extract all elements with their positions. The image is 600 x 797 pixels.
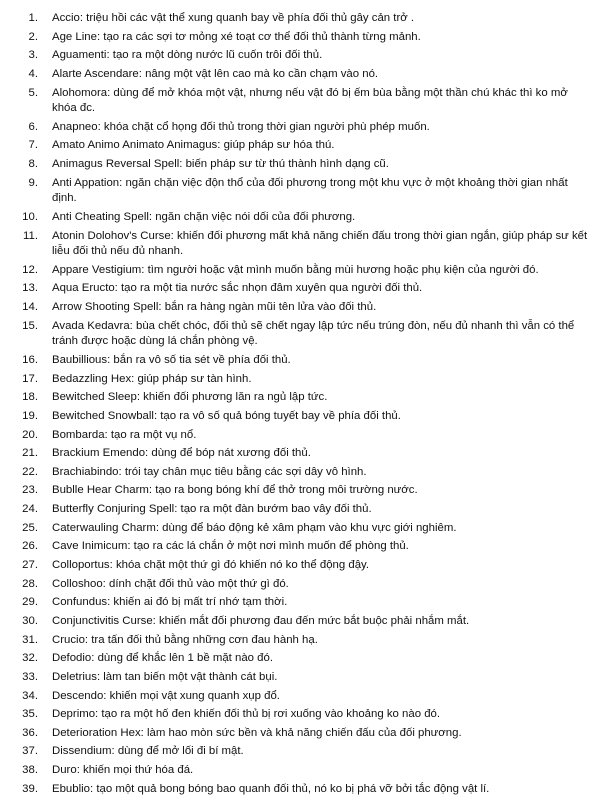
list-item — [0, 353, 588, 369]
item-number: 16. — [22, 353, 38, 366]
item-number: 39. — [22, 782, 38, 795]
list-item — [0, 465, 588, 481]
item-number: 6. — [28, 120, 38, 133]
item-text: Avada Kedavra: bùa chết chóc, đối thủ sẽ chết ngay lập tức nếu trúng đòn, nếu đủ nhanh thì vẫn có thể tránh được hoặc dùng lá chắn phòng vệ. — [52, 319, 575, 348]
item-text: Accio: triệu hồi các vật thể xung quanh bay về phía đối thủ gây cản trở . — [52, 12, 415, 24]
item-text: Age Line: tạo ra các sợi tơ mỏng xé toạt cơ thể đối thủ thành từng mảnh. — [52, 30, 421, 43]
item-number: 5. — [28, 86, 38, 99]
item-number: 11. — [23, 229, 38, 242]
list-item — [0, 138, 588, 154]
item-text: Caterwauling Charm: dùng để báo động kẻ xâm phạm vào khu vực giới nghiêm. — [52, 521, 457, 534]
item-text: Colloportus: khóa chặt một thứ gì đó khiến nó ko thể động đậy. — [52, 559, 370, 572]
item-text: Baubillious: bắn ra vô số tia sét về phía đối thủ. — [52, 353, 291, 366]
list-item — [0, 229, 588, 260]
item-number: 26. — [22, 540, 38, 553]
item-number: 27. — [22, 559, 38, 572]
list-item — [0, 48, 588, 64]
item-number: 32. — [22, 652, 38, 665]
list-item — [0, 483, 588, 499]
list-item — [0, 521, 588, 537]
list-item — [0, 651, 588, 667]
list-item — [0, 263, 588, 279]
item-text: Aguamenti: tạo ra một dòng nước lũ cuốn trôi đối thủ. — [52, 49, 323, 62]
item-text: Arrow Shooting Spell: bắn ra hàng ngàn mũi tên lửa vào đối thủ. — [52, 301, 377, 314]
item-number: 19. — [22, 409, 38, 422]
item-number: 38. — [22, 764, 38, 777]
item-number: 20. — [22, 428, 38, 441]
item-number: 23. — [22, 484, 38, 497]
item-text: Brachiabindo: trói tay chân mục tiêu bằng các sợi dây vô hình. — [52, 465, 367, 478]
list-item — [0, 502, 588, 518]
item-number: 10. — [22, 210, 38, 223]
item-text: Conjunctivitis Curse: khiến mắt đối phương đau đến mức bắt buộc phải nhắm mắt. — [52, 614, 470, 627]
item-text: Brackium Emendo: dùng để bóp nát xương đối thủ. — [52, 447, 311, 460]
item-text: Crucio: tra tấn đối thủ bằng những cơn đau hành hạ. — [52, 633, 318, 646]
list-item — [0, 689, 588, 705]
spell-list — [0, 11, 588, 797]
item-text: Alohomora: dùng để mở khóa một vật, nhưng nếu vật đó bị ếm bùa bằng một thần chú khác thì ko mở khóa đc. — [52, 86, 568, 115]
item-number: 4. — [28, 67, 38, 80]
item-text: Anti Cheating Spell: ngăn chặn việc nói dối của đối phương. — [52, 210, 356, 223]
item-number: 12. — [22, 263, 38, 276]
item-text: Aqua Eructo: tạo ra một tia nước sắc nhọn đâm xuyên qua người đối thủ. — [52, 282, 423, 295]
list-item — [0, 707, 588, 723]
item-text: Deletrius: làm tan biến một vật thành cát bụi. — [52, 670, 278, 683]
item-text: Amato Animo Animato Animagus: giúp pháp sư hóa thú. — [52, 139, 335, 152]
item-number: 1. — [28, 12, 38, 24]
item-text: Bedazzling Hex: giúp pháp sư tàn hình. — [52, 372, 252, 385]
item-number: 28. — [22, 577, 38, 590]
item-number: 9. — [28, 176, 38, 189]
list-item — [0, 614, 588, 630]
list-item — [0, 744, 588, 760]
list-item — [0, 210, 588, 226]
list-item — [0, 595, 588, 611]
list-item — [0, 633, 588, 649]
item-text: Anapneo: khóa chặt cổ họng đối thủ trong thời gian người phù phép muốn. — [52, 120, 430, 133]
item-number: 36. — [22, 726, 38, 739]
item-number: 31. — [22, 633, 38, 646]
item-text: Bublle Hear Charm: tạo ra bong bóng khí để thở trong môi trường nước. — [52, 484, 418, 497]
list-item — [0, 726, 588, 742]
item-text: Dissendium: dùng để mở lối đi bí mật. — [52, 745, 244, 758]
list-item — [0, 390, 588, 406]
list-item — [0, 319, 588, 350]
item-number: 14. — [22, 301, 38, 314]
item-text: Bombarda: tạo ra một vụ nổ. — [52, 428, 197, 441]
item-text: Appare Vestigium: tìm người hoặc vật mình muốn bằng mùi hương hoặc phụ kiện của người đó. — [52, 263, 539, 276]
list-item — [0, 11, 588, 27]
item-text: Defodio: dùng để khắc lên 1 bề mặt nào đó. — [52, 652, 274, 665]
item-text: Atonin Dolohov's Curse: khiến đối phương mất khả năng chiến đấu trong thời gian ngắn, giúp pháp sư kết liễu đối thủ nếu đủ nhanh. — [52, 229, 588, 258]
item-text: Anti Appation: ngăn chặn việc độn thổ của đối phương trong một khu vực ở một khoảng thời gian nhất định. — [52, 176, 568, 205]
list-item — [0, 86, 588, 117]
item-number: 22. — [22, 465, 38, 478]
item-text: Alarte Ascendare: nâng một vật lên cao mà ko cần chạm vào nó. — [52, 67, 379, 80]
list-item — [0, 300, 588, 316]
list-item — [0, 120, 588, 136]
list-item — [0, 176, 588, 207]
item-text: Ebublio: tạo một quả bong bóng bao quanh đối thủ, nó ko bị phá vỡ bởi tắc động vật lí. — [52, 782, 490, 795]
item-number: 24. — [22, 503, 38, 516]
item-number: 34. — [22, 689, 38, 702]
item-text: Cave Inimicum: tạo ra các lá chắn ở một nơi mình muốn để phòng thủ. — [52, 540, 409, 553]
list-item — [0, 30, 588, 46]
item-number: 13. — [22, 282, 38, 295]
list-item — [0, 409, 588, 425]
item-text: Descendo: khiến mọi vật xung quanh xụp đổ. — [52, 689, 280, 702]
list-item — [0, 428, 588, 444]
list-item — [0, 670, 588, 686]
item-text: Deprimo: tạo ra một hố đen khiến đối thủ bị rơi xuống vào khoảng ko nào đó. — [52, 708, 441, 721]
list-item — [0, 577, 588, 593]
list-item — [0, 372, 588, 388]
item-number: 29. — [22, 596, 38, 609]
item-text: Butterfly Conjuring Spell: tạo ra một đàn bướm bao vây đối thủ. — [52, 503, 372, 516]
item-number: 21. — [22, 447, 38, 460]
item-text: Duro: khiến mọi thứ hóa đá. — [52, 764, 194, 777]
item-number: 15. — [22, 319, 38, 332]
list-item — [0, 281, 588, 297]
item-number: 30. — [22, 614, 38, 627]
item-number: 37. — [22, 745, 38, 758]
list-item — [0, 157, 588, 173]
item-number: 17. — [22, 372, 38, 385]
item-number: 33. — [22, 670, 38, 683]
item-text: Colloshoo: dính chặt đối thủ vào một thứ gì đó. — [52, 577, 289, 590]
item-text: Bewitched Sleep: khiến đối phương lăn ra ngủ lập tức. — [52, 391, 328, 404]
list-item — [0, 67, 588, 83]
item-number: 35. — [22, 708, 38, 721]
item-number: 2. — [28, 30, 38, 43]
item-text: Confundus: khiến ai đó bị mất trí nhớ tạm thời. — [52, 596, 288, 609]
list-item — [0, 782, 588, 797]
list-item — [0, 763, 588, 779]
list-item — [0, 446, 588, 462]
item-number: 7. — [28, 139, 38, 152]
item-text: Animagus Reversal Spell: biến pháp sư từ thú thành hình dạng cũ. — [52, 158, 389, 171]
list-item — [0, 539, 588, 555]
item-text: Deterioration Hex: làm hao mòn sức bền và khả năng chiến đấu của đối phương. — [52, 726, 462, 739]
item-number: 3. — [28, 49, 38, 62]
item-number: 8. — [28, 158, 38, 171]
item-number: 18. — [22, 391, 38, 404]
item-number: 25. — [22, 521, 38, 534]
item-text: Bewitched Snowball: tạo ra vô số quả bóng tuyết bay về phía đối thủ. — [52, 409, 401, 422]
list-item — [0, 558, 588, 574]
